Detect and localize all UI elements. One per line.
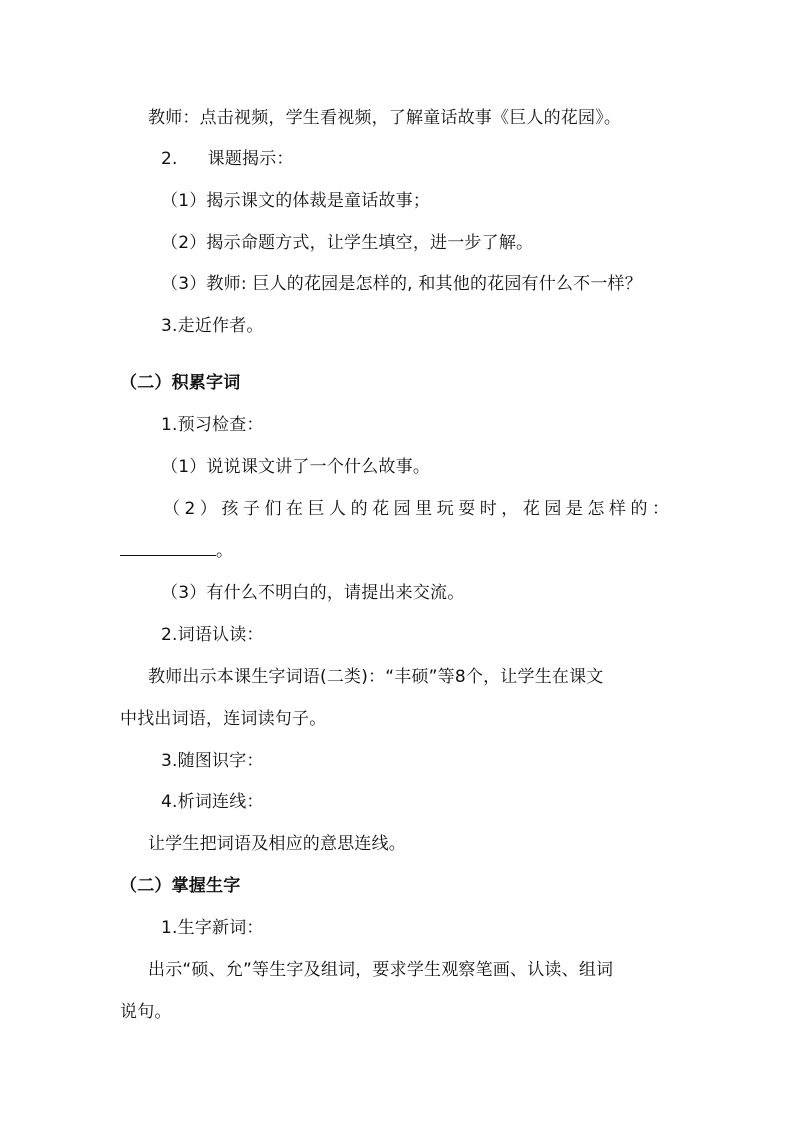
paragraph-show-chars-line2: 说句。: [120, 1002, 172, 1022]
paragraph-word-matching: 4.析词连线：: [161, 792, 264, 812]
paragraph-garden-question: （2）孩子们在巨人的花园里玩耍时，花园是怎样的：: [163, 499, 669, 519]
paragraph-story-summary: （1）说说课文讲了一个什么故事。: [161, 457, 431, 477]
paragraph-intro-video: 教师：点击视频，学生看视频，了解童话故事《巨人的花园》。: [148, 108, 622, 128]
paragraph-naming: （2）揭示命题方式，让学生填空，进一步了解。: [161, 233, 534, 253]
paragraph-words-line2: 中找出词语，连词读句子。: [120, 709, 327, 729]
paragraph-author: 3.走近作者。: [161, 316, 264, 336]
paragraph-picture-literacy: 3.随图识字：: [161, 751, 264, 771]
paragraph-topic-reveal: [161, 148, 294, 170]
paragraph-genre: （1）揭示课文的体裁是童话故事；: [161, 191, 431, 211]
paragraph-preview-check: 1.预习检查：: [161, 415, 264, 435]
list-text: 课题揭示：: [207, 149, 294, 169]
paragraph-new-words: 1.生字新词：: [161, 918, 264, 938]
paragraph-words-line1: 教师出示本课生字词语(二类)：“丰硕”等8个，让学生在课文: [148, 667, 604, 687]
blank-period: 。: [216, 541, 234, 561]
fill-in-blank: [120, 541, 216, 556]
paragraph-matching-instruction: 让学生把词语及相应的意思连线。: [148, 834, 406, 854]
paragraph-show-chars-line1: 出示“硕、允”等生字及组词，要求学生观察笔画、认读、组词: [148, 960, 614, 980]
paragraph-questions: （3）有什么不明白的，请提出来交流。: [161, 583, 465, 603]
paragraph-teacher-question: （3）教师: 巨人的花园是怎样的, 和其他的花园有什么不一样？: [161, 274, 642, 294]
list-number: 2.: [161, 149, 178, 169]
section-heading-characters: （二）掌握生字: [120, 876, 241, 896]
fill-blank-line: [120, 540, 233, 562]
paragraph-word-reading: 2.词语认读：: [161, 625, 264, 645]
section-heading-vocabulary: （二）积累字词: [120, 373, 241, 393]
